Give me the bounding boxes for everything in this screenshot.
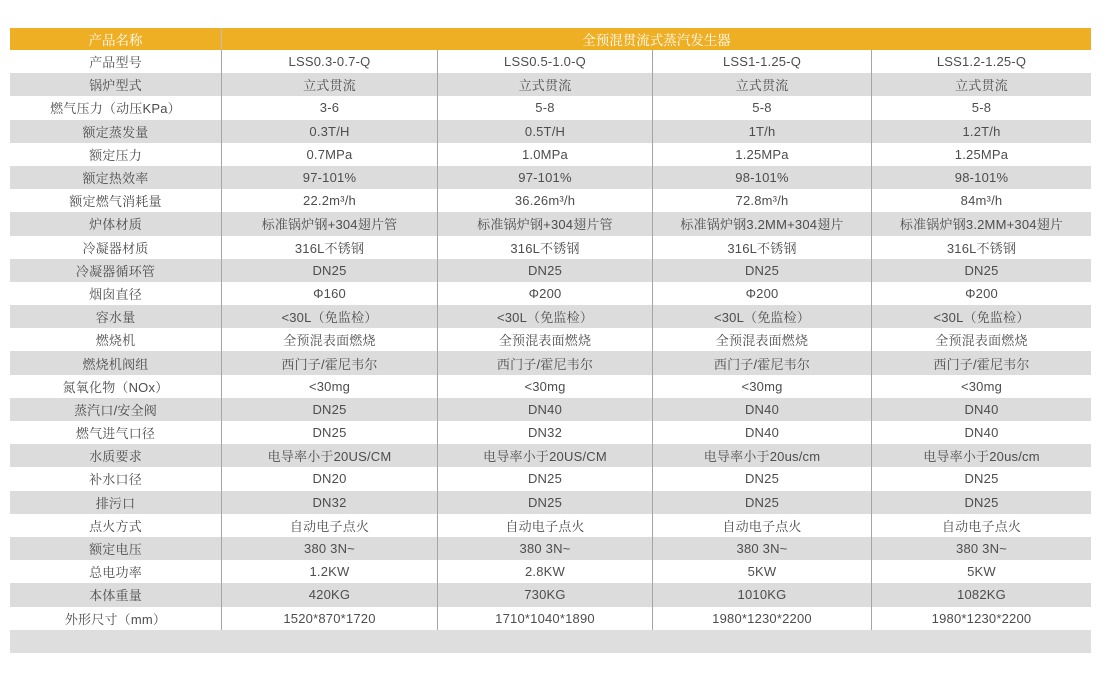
row-label: 外形尺寸（mm） — [10, 607, 222, 630]
cell-value: <30mg — [653, 375, 872, 398]
cell-value: 316L不锈钢 — [946, 240, 1017, 256]
cell-value: 380 3N~ — [653, 537, 872, 560]
header-product-title: 全预混贯流式蒸汽发生器 — [582, 33, 731, 48]
cell-value: 72.8m³/h — [653, 189, 872, 212]
row-label: 冷凝器材质 — [10, 236, 222, 259]
cell-value: 自动电子点火 — [941, 518, 1022, 534]
cell-value: DN25 — [653, 259, 872, 282]
row-label: 水质要求 — [10, 444, 222, 467]
cell-value: DN40 — [653, 398, 872, 421]
row-label: 蒸汽口/安全阀 — [10, 398, 222, 421]
cell-value: 730KG — [438, 583, 653, 606]
cell-value: <30mg — [222, 375, 438, 398]
cell-value: DN25 — [222, 398, 438, 421]
cell-value: 316L不锈钢 — [653, 236, 872, 259]
cell-value: 380 3N~ — [438, 537, 653, 560]
table-row-furnace-material — [10, 212, 1091, 235]
cell-value: Φ200 — [653, 282, 872, 305]
cell-value: Φ200 — [965, 285, 998, 301]
cell-value: 自动电子点火 — [653, 514, 872, 537]
cell-value: 0.7MPa — [222, 143, 438, 166]
cell-value: 97-101% — [438, 166, 653, 189]
table-row-thermal-efficiency — [10, 166, 1091, 189]
table-footer-bar — [10, 630, 1091, 653]
row-label: 燃气进气口径 — [10, 421, 222, 444]
row-label: 冷凝器循环管 — [10, 259, 222, 282]
cell-value: 22.2m³/h — [222, 189, 438, 212]
cell-value: Φ160 — [222, 282, 438, 305]
cell-value: LSS0.3-0.7-Q — [222, 50, 438, 73]
cell-value: DN25 — [964, 494, 999, 510]
cell-value: DN25 — [964, 471, 999, 487]
row-label: 产品型号 — [10, 50, 222, 73]
row-label: 额定蒸发量 — [10, 120, 222, 143]
cell-value: 标准锅炉钢3.2MM+304翅片 — [899, 217, 1064, 233]
cell-value: <30L（免监检） — [653, 305, 872, 328]
cell-value: DN25 — [653, 491, 872, 514]
cell-value: 97-101% — [222, 166, 438, 189]
table-row-water-capacity — [10, 305, 1091, 328]
table-row-model — [10, 50, 1091, 73]
cell-value: 标准锅炉钢3.2MM+304翅片 — [653, 212, 872, 235]
cell-value: 自动电子点火 — [222, 514, 438, 537]
table-row-dimensions — [10, 607, 1091, 630]
table-header-row — [10, 28, 1091, 50]
row-label: 烟囱直径 — [10, 282, 222, 305]
cell-value: 立式贯流 — [955, 78, 1008, 94]
table-row-water-quality — [10, 444, 1091, 467]
cell-value: 西门子/霍尼韦尔 — [933, 356, 1030, 372]
cell-value: <30mg — [438, 375, 653, 398]
cell-value: 自动电子点火 — [438, 514, 653, 537]
table-row-makeup-water — [10, 467, 1091, 490]
row-label: 额定燃气消耗量 — [10, 189, 222, 212]
cell-value: DN25 — [222, 259, 438, 282]
table-row-burner — [10, 328, 1091, 351]
product-spec-table — [10, 28, 1091, 653]
row-label: 炉体材质 — [10, 212, 222, 235]
cell-value: 5-8 — [653, 96, 872, 119]
cell-value: 98-101% — [954, 170, 1009, 186]
row-label: 容水量 — [10, 305, 222, 328]
cell-value: LSS0.5-1.0-Q — [438, 50, 653, 73]
cell-value: DN25 — [438, 467, 653, 490]
cell-value: 380 3N~ — [956, 541, 1007, 557]
row-label: 额定压力 — [10, 143, 222, 166]
row-label: 额定电压 — [10, 537, 222, 560]
cell-value: 380 3N~ — [222, 537, 438, 560]
row-label: 氮氧化物（NOx） — [10, 375, 222, 398]
table-row-rated-pressure — [10, 143, 1091, 166]
cell-value: 5KW — [653, 560, 872, 583]
table-row-blowdown — [10, 491, 1091, 514]
cell-value: 1.25MPa — [954, 146, 1009, 162]
cell-value: 2.8KW — [438, 560, 653, 583]
cell-value: 316L不锈钢 — [222, 236, 438, 259]
row-label: 额定热效率 — [10, 166, 222, 189]
cell-value: DN25 — [222, 421, 438, 444]
cell-value: 西门子/霍尼韦尔 — [438, 351, 653, 374]
cell-value: 全预混表面燃烧 — [222, 328, 438, 351]
row-label: 燃气压力（动压KPa） — [10, 96, 222, 119]
table-row-rated-voltage — [10, 537, 1091, 560]
table-row-total-power — [10, 560, 1091, 583]
table-row-gas-pressure — [10, 96, 1091, 119]
table-row-ignition — [10, 514, 1091, 537]
cell-value: 1980*1230*2200 — [931, 610, 1032, 626]
cell-value: 立式贯流 — [438, 73, 653, 96]
row-label: 燃烧机 — [10, 328, 222, 351]
cell-value: LSS1.2-1.25-Q — [936, 54, 1027, 70]
table-row-rated-evaporation — [10, 120, 1091, 143]
cell-value: 36.26m³/h — [438, 189, 653, 212]
cell-value: <30L（免监检） — [222, 305, 438, 328]
cell-value: 0.5T/H — [438, 120, 653, 143]
cell-value: DN25 — [653, 467, 872, 490]
cell-value: 316L不锈钢 — [438, 236, 653, 259]
cell-value: 1.0MPa — [438, 143, 653, 166]
cell-value: 立式贯流 — [222, 73, 438, 96]
cell-value: 立式贯流 — [653, 73, 872, 96]
row-label: 燃烧机阀组 — [10, 351, 222, 374]
cell-value: 1710*1040*1890 — [438, 607, 653, 630]
row-label: 锅炉型式 — [10, 73, 222, 96]
table-row-condenser-pipe — [10, 259, 1091, 282]
cell-value: DN32 — [222, 491, 438, 514]
cell-value: LSS1-1.25-Q — [653, 50, 872, 73]
cell-value: 电导率小于20US/CM — [222, 444, 438, 467]
row-label: 点火方式 — [10, 514, 222, 537]
cell-value: 标准锅炉钢+304翅片管 — [222, 212, 438, 235]
cell-value: DN40 — [438, 398, 653, 421]
cell-value: 1520*870*1720 — [222, 607, 438, 630]
cell-value: 98-101% — [653, 166, 872, 189]
cell-value: 5-8 — [971, 100, 992, 116]
table-row-chimney-diameter — [10, 282, 1091, 305]
table-row-steam-port — [10, 398, 1091, 421]
table-row-boiler-type — [10, 73, 1091, 96]
cell-value: 全预混表面燃烧 — [935, 333, 1028, 349]
cell-value: DN32 — [438, 421, 653, 444]
table-row-nox — [10, 375, 1091, 398]
cell-value: 1082KG — [957, 587, 1006, 603]
cell-value: 全预混表面燃烧 — [653, 328, 872, 351]
table-row-burner-valve-group — [10, 351, 1091, 374]
cell-value: 1010KG — [653, 583, 872, 606]
cell-value: 1.25MPa — [653, 143, 872, 166]
table-row-condenser-material — [10, 236, 1091, 259]
cell-value: DN40 — [964, 401, 999, 417]
row-label: 补水口径 — [10, 467, 222, 490]
cell-value: DN25 — [438, 491, 653, 514]
cell-value: 西门子/霍尼韦尔 — [653, 351, 872, 374]
table-row-gas-consumption — [10, 189, 1091, 212]
table-row-body-weight — [10, 583, 1091, 606]
row-label: 排污口 — [10, 491, 222, 514]
cell-value: 5-8 — [438, 96, 653, 119]
cell-value: 5KW — [967, 564, 996, 580]
header-product-name-label: 产品名称 — [10, 28, 222, 50]
cell-value: 西门子/霍尼韦尔 — [222, 351, 438, 374]
cell-value: 1980*1230*2200 — [653, 607, 872, 630]
row-label: 总电功率 — [10, 560, 222, 583]
cell-value: 全预混表面燃烧 — [438, 328, 653, 351]
table-row-gas-inlet — [10, 421, 1091, 444]
cell-value: 3-6 — [222, 96, 438, 119]
cell-value: DN25 — [964, 262, 999, 278]
cell-value: 0.3T/H — [222, 120, 438, 143]
cell-value: 电导率小于20US/CM — [438, 444, 653, 467]
cell-value: 标准锅炉钢+304翅片管 — [438, 212, 653, 235]
row-label: 本体重量 — [10, 583, 222, 606]
cell-value: DN25 — [438, 259, 653, 282]
cell-value: 1.2T/h — [962, 123, 1001, 139]
cell-value: <30mg — [960, 378, 1003, 394]
cell-value: 420KG — [222, 583, 438, 606]
cell-value: DN40 — [964, 425, 999, 441]
cell-value: <30L（免监检） — [933, 310, 1030, 326]
cell-value: DN20 — [222, 467, 438, 490]
cell-value: 1T/h — [653, 120, 872, 143]
cell-value: 84m³/h — [960, 193, 1003, 209]
cell-value: <30L（免监检） — [438, 305, 653, 328]
cell-value: 电导率小于20us/cm — [653, 444, 872, 467]
cell-value: Φ200 — [438, 282, 653, 305]
cell-value: DN40 — [653, 421, 872, 444]
cell-value: 电导率小于20us/cm — [923, 449, 1040, 465]
cell-value: 1.2KW — [222, 560, 438, 583]
